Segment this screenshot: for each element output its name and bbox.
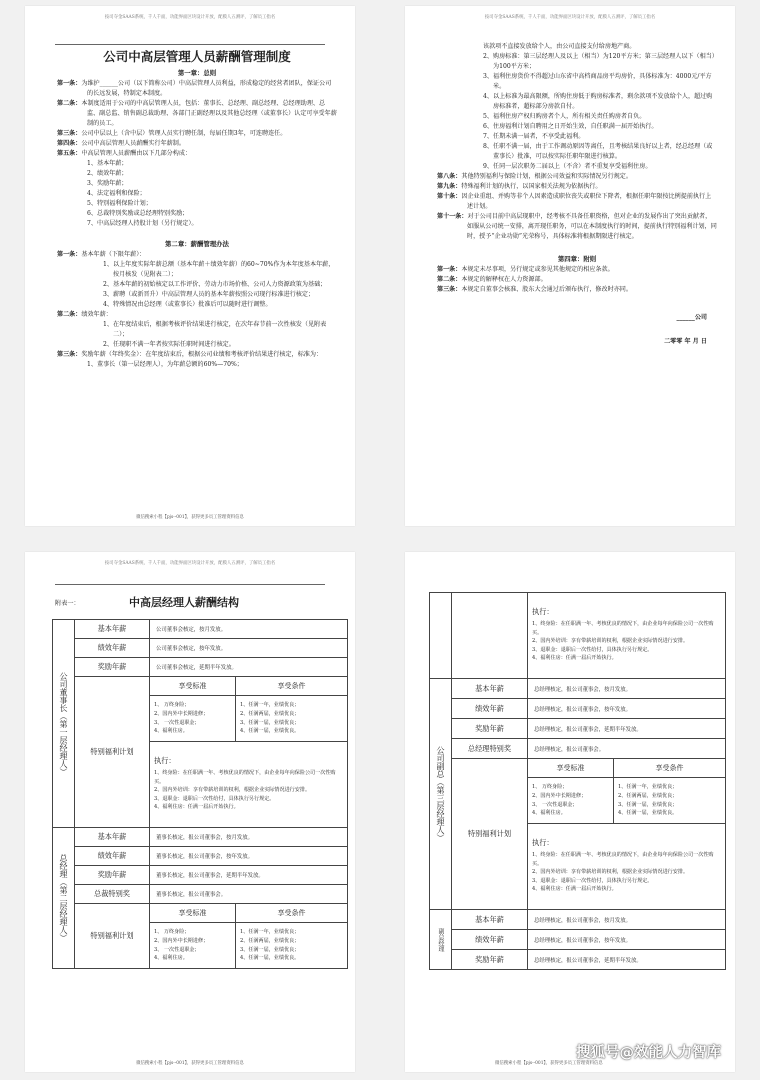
group-partial: 副总经理 <box>430 910 452 970</box>
row-label: 奖励年薪 <box>452 719 528 739</box>
document-page-4 <box>405 552 735 1072</box>
cond-list: 1、任满一年，业绩优良； 2、任满两届，业绩优良； 3、任满一届，业绩优良； 4、任满一届，业绩优良。 <box>236 923 348 969</box>
row-value: 总经理核定，报公司董事会，按年发放。 <box>528 930 726 950</box>
row-value: 董事长核定，报公司董事会，延期半年发放。 <box>150 866 348 885</box>
list-item: 7、中高层经理人持股计划（另行规定）。 <box>87 220 198 227</box>
row-label: 奖励年薪 <box>75 866 150 885</box>
list-item: 1、以上年度实际年薪总额（基本年薪＋绩效年薪）的60~70%作为本年度基本年薪，按月核发（见附表二）； <box>103 261 335 278</box>
page-header: 按司夺金SAAS系统，千人千面，功能界面区块设计开放，配模人五测评，了解员工指名 <box>484 15 656 20</box>
row-value: 总经理核定，报公司董事会，按月发放。 <box>528 679 726 699</box>
appendix-article-2: 第二条：本规定的解释权在人力资源部。 <box>437 276 547 283</box>
page-header: 按司夺金SAAS系统，千人千面，功能界面区块设计开放，配模人五测评，了解员工指名 <box>104 15 276 20</box>
list-item: 4、特殊情况由总经理（或董事长）批准后可以随时进行调整。 <box>103 301 272 308</box>
exec-cell: 执行： 1、终身险：在任职满一年、考核优良的情况下，由企业每年向保险公司一次性购买。 2、国内外培训：享有带薪培训的权利，根据企业实际情况进行安排。 3、退职金：退职后一次性给付，具体执行另行规定。 4、福利住房：任满一届后开始执行。 <box>528 824 726 910</box>
exec-cell: 执行： 1、终身险：在任职满一年、考核优良的情况下，由企业每年向保险公司一次性购买。 2、国内外培训：享有带薪培训的权利，根据企业实际情况进行安排。 3、退职金：退职后一次性给付，具体执行另行规定。 4、福利住房：任满一届后开始执行。 <box>150 742 348 828</box>
list-item: 5、特别福利保险计划； <box>87 200 152 207</box>
cond-list: 1、任满一年，业绩优良； 2、任满两届，业绩优良； 3、任满一届，业绩优良； 4、任满一届，业绩优良。 <box>614 778 726 824</box>
group-chairman: 公司董事长（第一层经理人） <box>53 620 75 828</box>
article-3: 第三条：公司中层以上（含中层）管理人员实行聘任制，每届任期3年，可连聘连任。 <box>57 130 287 137</box>
article-10: 第十条：因企业重组、并购等非个人因素造成职位丧失或职位下降者，根据任职年限按比例提前执行上述计划。 <box>437 193 712 210</box>
col-std: 享受标准 <box>528 759 614 778</box>
row-label: 奖励年薪 <box>452 950 528 970</box>
welfare-label: 特别福利计划 <box>452 759 528 910</box>
row-label: 绩效年薪 <box>452 699 528 719</box>
signature-company: ______公司 <box>676 314 707 321</box>
article-6: 第一条：基本年薪（下限年薪）： <box>57 251 146 258</box>
article-2: 第二条：本制度适用于公司的中高层管理人员，包括：董事长、总经理、副总经理、总经理助理、总监、副总监、销售副总裁助理、各部门正副经理以及其他总经理（或董事长）认定可享受年薪制的员工。 <box>57 100 337 127</box>
signature-date: 二零零 年 月 日 <box>664 338 707 345</box>
list-item: 6、住房福利计划自聘用之日开始生效，自任职满一届开始执行。 <box>483 123 658 130</box>
row-value: 总经理核定，报公司董事会，延期半年发放。 <box>528 950 726 970</box>
article-7: 第二条：绩效年薪： <box>57 311 112 318</box>
col-cond: 享受条件 <box>236 904 348 923</box>
header-rule <box>55 44 325 45</box>
std-list: 1、 万终身险； 2、国内外中长期进修； 3、 一次性退职金； 4、福利住房。 <box>528 778 614 824</box>
group-gm: 总经理（第二层经理人） <box>53 828 75 969</box>
exec-cell: 执行： 1、终身险：在任职满一年、考核优良的情况下，由企业每年向保险公司一次性购买。 2、国内外培训：享有带薪培训的权利，根据企业实际情况进行安排。 3、退职金：退职后一次性给付，具体执行另行规定。 4、福利住房：任满一届后开始执行。 <box>528 593 726 679</box>
article-8b: 第八条：其他特别福利与保险计划，根据公司效益和实际情况另行规定。 <box>437 173 632 180</box>
document-page-2 <box>405 6 735 526</box>
article-4: 第四条：公司中高层管理人员薪酬实行年薪制。 <box>57 140 185 147</box>
article-5: 第五条：中高层管理人员薪酬由以下几部分构成： <box>57 150 192 157</box>
row-label: 基本年薪 <box>75 828 150 847</box>
page-footer: 微信搜索小程【pjs--001】，获得更多员工管理资料信息 <box>136 1061 244 1066</box>
std-list: 1、 万终身险； 2、国内外中长期进修； 3、 一次性退职金； 4、福利住房。 <box>150 696 236 742</box>
article-11: 第十一条：对于公司目前中高层现职中，经考核不具备任职资格，但对企业的发展作出了突出贡献者，如服从公司统一安排，离开现任职务，可以在本制度执行的时间，提前执行特别福利计划，同时，授予“企业功勋”光荣称号，具体标准将根据期限进行核定。 <box>437 213 717 240</box>
chapter-4-heading: 第四章：附则 <box>557 255 597 263</box>
watermark: 搜狐号@效能人力智库 <box>576 1045 721 1061</box>
list-item: 2、任现职不满一年者按实际任职时间进行核定。 <box>103 341 235 348</box>
col-cond: 享受条件 <box>236 677 348 696</box>
welfare-label: 特别福利计划 <box>75 677 150 828</box>
article-8: 第三条：奖励年薪（年终奖金）：在年度结束后，根据公司业绩和考核评价结果进行核定，标准为： <box>57 351 323 358</box>
row-value: 总经理核定，报公司董事会，按月发放。 <box>528 910 726 930</box>
list-item: 4、以上标准为最高限额，所购住房低于购房标准者，剩余款项不发放给个人，超过购房标准者，超标部分房款自付。 <box>483 93 713 110</box>
row-value: 公司董事会核定，按月发放。 <box>150 620 348 639</box>
list-item: 2、基本年薪的初始核定以工作评价、劳动力市场价格、公司人力资源政策为基础； <box>103 281 327 288</box>
list-item: 9、任同一层次职务二届以上（不含）者不重复享受福利住房。 <box>483 163 652 170</box>
std-list: 1、 万终身险； 2、国内外中长期进修； 3、 一次性退职金； 4、福利住房。 <box>150 923 236 969</box>
row-label: 奖励年薪 <box>75 658 150 677</box>
row-value: 董事长核定，报公司董事会。 <box>150 885 348 904</box>
row-label: 绩效年薪 <box>75 847 150 866</box>
list-item: 3、福利住房货价不得超过山东省中高档商品房平均房价，具体标准为：4000元/平方米。 <box>483 73 712 90</box>
doc-title: 公司中高层管理人员薪酬管理制度 <box>103 49 291 64</box>
list-item: 3、薪聘（或新晋升）中高层管理人员的基本年薪按照公司现行标准进行核定； <box>103 291 315 298</box>
row-value: 总经理核定，报公司董事会，延期半年发放。 <box>528 719 726 739</box>
row-value: 董事长核定，报公司董事会，按年发放。 <box>150 847 348 866</box>
header-rule <box>55 584 325 585</box>
document-page-3 <box>25 552 355 1072</box>
page-body <box>437 42 717 347</box>
row-label: 总裁特别奖 <box>75 885 150 904</box>
row-value: 总经理核定，报公司董事会。 <box>528 739 726 759</box>
page-footer: 微信搜索小程【pjs--001】，获得更多员工管理资料信息 <box>136 515 244 520</box>
appendix-label: 附表一： <box>55 600 80 607</box>
list-item: 该款项不直接发放给个人，由公司直接支付给房地产商。 <box>483 43 636 50</box>
appendix-article-3: 第三条：本规定自董事会核准、股东大会通过后颁布执行，修改时亦同。 <box>437 286 632 293</box>
list-item: 6、总裁特别奖励或总经理特别奖励； <box>87 210 189 217</box>
row-value: 公司董事会核定，按年发放。 <box>150 639 348 658</box>
group-vp: 公司副总（第三层经理人） <box>430 679 452 910</box>
salary-structure-table <box>52 619 348 969</box>
row-label: 基本年薪 <box>75 620 150 639</box>
row-label: 绩效年薪 <box>75 639 150 658</box>
chapter-1-heading: 第一章：总则 <box>177 69 217 77</box>
list-item: 2、绩效年薪； <box>87 170 128 177</box>
page-header: 按司夺金SAAS系统，千人千面，功能界面区块设计开放，配模人五测评，了解员工指名 <box>104 561 276 566</box>
row-label: 基本年薪 <box>452 679 528 699</box>
list-item: 8、任职不满一届，由于工作调动原因等离任，且考核结果良好以上者，经总经理（或董事长）批准，可以按实际任职年限进行核算。 <box>483 143 713 160</box>
row-value: 董事长核定，报公司董事会，按月发放。 <box>150 828 348 847</box>
col-std: 享受标准 <box>150 904 236 923</box>
list-item: 4、法定福利和保险； <box>87 190 146 197</box>
list-item: 1、董事长（第一层经理人），为年薪总额的60%—70%； <box>87 361 243 368</box>
cond-list: 1、任满一年，业绩优良； 2、任满两届，业绩优良； 3、任满一届，业绩优良； 4、任满一届，业绩优良。 <box>236 696 348 742</box>
list-item: 1、在年度结束后，根据考核评价结果进行核定，在次年春节前一次性核发（见附表二）； <box>103 321 327 338</box>
row-label: 绩效年薪 <box>452 930 528 950</box>
chapter-2-heading: 第二章：薪酬管理办法 <box>165 240 229 248</box>
appendix-article-1: 第一条：本规定未尽事项，另行规定或参见其他规定的相应条款。 <box>437 266 614 273</box>
structure-title: 中高层经理人薪酬结构 <box>129 596 239 609</box>
list-item: 7、任期未满一届者，不享受此福利。 <box>483 133 585 140</box>
row-value: 总经理核定，报公司董事会，按年发放。 <box>528 699 726 719</box>
document-page-1 <box>25 6 355 526</box>
page-body <box>57 48 337 370</box>
col-std: 享受标准 <box>150 677 236 696</box>
list-item: 3、奖励年薪； <box>87 180 128 187</box>
salary-structure-table-cont <box>429 592 726 970</box>
list-item: 1、基本年薪； <box>87 160 128 167</box>
article-9: 第九条：特殊福利计划的执行，以国家相关法规为依据执行。 <box>437 183 602 190</box>
list-item: 2、购房标准：第三层经理人及以上（相当）为120平方米；第三层经理人以下（相当）为100平方米； <box>483 53 715 70</box>
col-cond: 享受条件 <box>614 759 726 778</box>
row-label: 总经理特别奖 <box>452 739 528 759</box>
article-1: 第一条：为维护______公司（以下简称公司）中高层管理人员利益，形成稳定的经营者团队，保证公司的长远发展，特制定本制度。 <box>57 80 332 97</box>
page-footer: 微信搜索小程【pjs--001】，获得更多员工管理资料信息 <box>495 1061 603 1066</box>
welfare-label: 特别福利计划 <box>75 904 150 969</box>
row-value: 公司董事会核定，延期半年发放。 <box>150 658 348 677</box>
row-label: 基本年薪 <box>452 910 528 930</box>
list-item: 5、福利住房产权归购房者个人，所有相关责任购房者自负。 <box>483 113 646 120</box>
